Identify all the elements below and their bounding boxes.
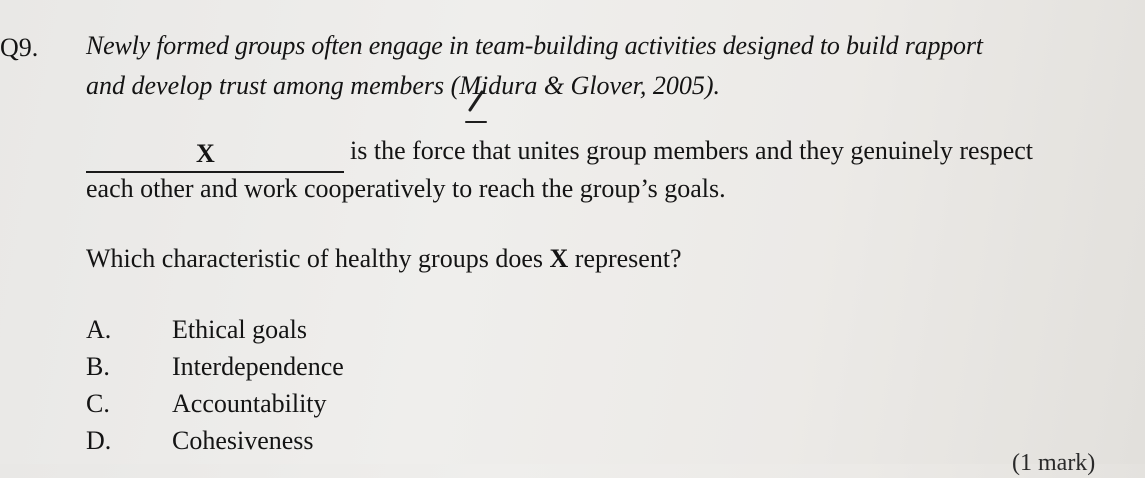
option-text: Accountability <box>172 389 327 418</box>
option-letter: D. <box>86 426 112 455</box>
option-letter: B. <box>86 352 110 381</box>
stem-line-1: Newly formed groups often engage in team-building activities designed to build rapport <box>86 31 983 60</box>
sentence-line-1: is the force that unites group members and they genuinely respect <box>350 136 1034 165</box>
prompt-text-after: represent? <box>568 244 682 273</box>
option-text: Ethical goals <box>172 315 308 344</box>
prompt-bold-x: X <box>549 244 569 273</box>
prompt-text-before: Which characteristic of healthy groups does <box>86 244 550 273</box>
option-text: Cohesiveness <box>172 426 314 455</box>
option-letter: A. <box>86 315 112 344</box>
option-text: Interdependence <box>172 352 344 381</box>
blank-label: X <box>196 139 215 168</box>
option-letter: C. <box>86 389 110 418</box>
question-prompt <box>86 242 682 276</box>
pen-mark-icon <box>462 88 492 128</box>
stem-line-2: and develop trust among members (Midura & Glover, 2005). <box>86 71 721 100</box>
question-stem <box>86 26 1141 106</box>
sentence-line-2: each other and work cooperatively to reach the group’s goals. <box>86 174 726 203</box>
marks-label: (1 mark) <box>1012 450 1096 476</box>
question-number: Q9. <box>0 33 39 62</box>
